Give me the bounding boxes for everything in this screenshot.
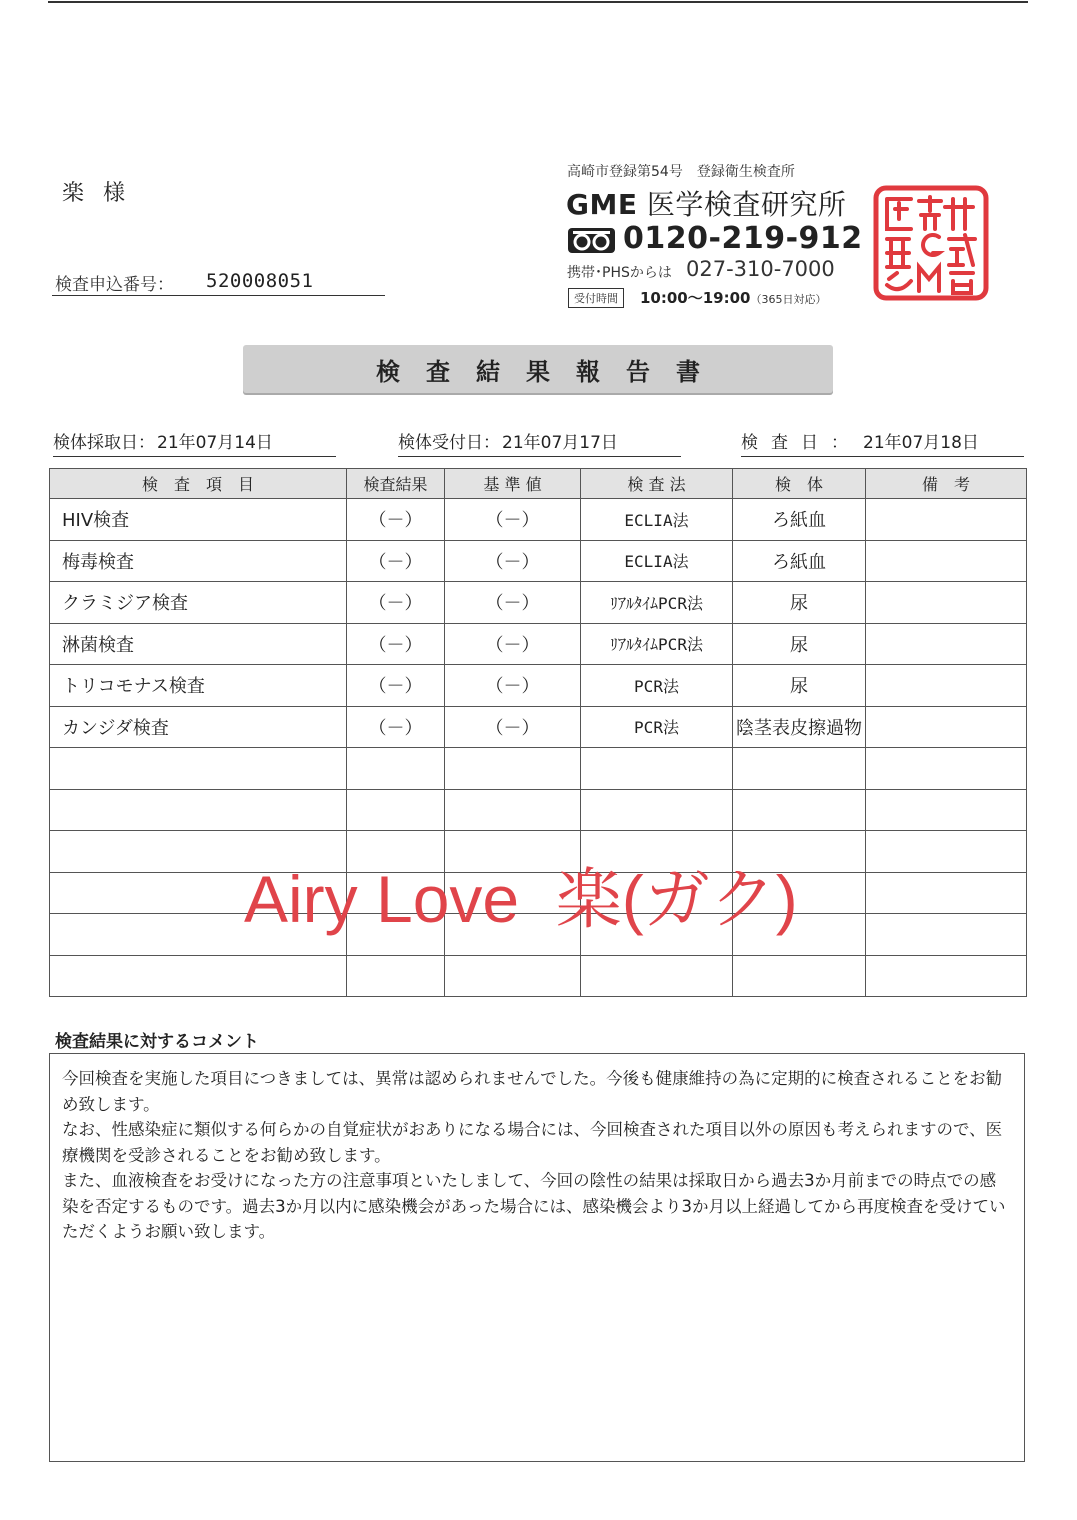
test-date-label: 検査日：	[741, 433, 861, 453]
reference-value: （－）	[445, 623, 581, 665]
test-method: ECLIA法	[581, 499, 733, 541]
reference-value: （－）	[445, 499, 581, 541]
notes	[866, 540, 1027, 582]
table-row	[50, 623, 1027, 665]
reference-value: （－）	[445, 582, 581, 624]
test-result: （－）	[347, 540, 445, 582]
lab-name	[566, 183, 846, 223]
hours-label: 受付時間	[568, 288, 624, 308]
test-item: トリコモナス検査	[50, 665, 347, 707]
test-date-field	[741, 428, 1024, 457]
specimen: 尿	[733, 582, 866, 624]
notes	[866, 499, 1027, 541]
business-hours	[640, 287, 827, 308]
test-result: （－）	[347, 706, 445, 748]
header-reference: 基 準 値	[445, 469, 581, 499]
test-item: 淋菌検査	[50, 623, 347, 665]
table-row	[50, 665, 1027, 707]
table-row	[50, 582, 1027, 624]
report-title: 検査結果報告書	[376, 357, 726, 386]
overlay-watermark: Airy Love 楽(ガク)	[244, 862, 798, 936]
test-result: （－）	[347, 665, 445, 707]
received-date-field	[398, 428, 681, 457]
reference-value: （－）	[445, 540, 581, 582]
company-seal	[873, 185, 989, 301]
specimen: ろ紙血	[733, 540, 866, 582]
test-result: （－）	[347, 582, 445, 624]
test-method: PCR法	[581, 665, 733, 707]
lab-registration: 高崎市登録第54号 登録衛生検査所	[567, 164, 795, 180]
application-number-label: 検査申込番号：	[55, 275, 174, 295]
specimen: ろ紙血	[733, 499, 866, 541]
phs-label: 携帯･PHSからは	[567, 265, 672, 281]
test-date: 21年07月18日	[863, 433, 979, 453]
lab-brand: GME	[566, 188, 638, 221]
hours-note: （365日対応）	[750, 293, 827, 306]
test-item: カンジダ検査	[50, 706, 347, 748]
test-result: （－）	[347, 623, 445, 665]
received-date-label: 検体受付日：	[398, 433, 500, 453]
table-row	[50, 540, 1027, 582]
report-title-banner	[243, 345, 833, 393]
reference-value: （－）	[445, 706, 581, 748]
test-item: HIV検査	[50, 499, 347, 541]
table-header-row	[50, 469, 1027, 499]
recipient-name: 楽 様	[62, 181, 131, 206]
collection-date-label: 検体採取日：	[53, 433, 155, 453]
reference-value: （－）	[445, 665, 581, 707]
notes	[866, 623, 1027, 665]
comment-title: 検査結果に対するコメント	[55, 1032, 259, 1052]
received-date: 21年07月17日	[502, 433, 618, 453]
table-row	[50, 706, 1027, 748]
notes	[866, 582, 1027, 624]
phs-number: 027-310-7000	[686, 257, 835, 281]
test-item: 梅毒検査	[50, 540, 347, 582]
header-method: 検 査 法	[581, 469, 733, 499]
comment-paragraph: なお、性感染症に類似する何らかの自覚症状がおありになる場合には、今回検査された項目以外の原因も考えられますので、医療機関を受診されることをお勧め致します。	[62, 1120, 1003, 1165]
test-method: ﾘｱﾙﾀｲﾑPCR法	[581, 582, 733, 624]
header-result: 検査結果	[347, 469, 445, 499]
comment-paragraph: また、血液検査をお受けになった方の注意事項といたしまして、今回の陰性の結果は採取日から過去3か月前までの時点での感染を否定するものです。過去3か月以内に感染機会があった場合には、感染機会より3か月以上経過してから再度検査を受けていただくようお願い致します。	[62, 1171, 1006, 1241]
lab-name-rest: 医学検査研究所	[637, 188, 847, 221]
test-method: PCR法	[581, 706, 733, 748]
top-rule	[48, 1, 1028, 3]
header-notes: 備 考	[866, 469, 1027, 499]
free-dial-icon	[567, 227, 616, 254]
test-item: クラミジア検査	[50, 582, 347, 624]
test-result: （－）	[347, 499, 445, 541]
empty-row	[50, 748, 1027, 790]
test-method: ﾘｱﾙﾀｲﾑPCR法	[581, 623, 733, 665]
test-method: ECLIA法	[581, 540, 733, 582]
application-number: 520008051	[206, 270, 314, 292]
empty-row	[50, 955, 1027, 997]
notes	[866, 706, 1027, 748]
table-row	[50, 499, 1027, 541]
header-specimen: 検 体	[733, 469, 866, 499]
specimen: 尿	[733, 623, 866, 665]
collection-date-field	[53, 428, 336, 457]
specimen: 陰茎表皮擦過物	[733, 706, 866, 748]
hours-value: 10:00〜19:00	[640, 289, 751, 307]
empty-row	[50, 789, 1027, 831]
specimen: 尿	[733, 665, 866, 707]
collection-date: 21年07月14日	[157, 433, 273, 453]
comment-body	[50, 1054, 1024, 1245]
free-dial-number: 0120-219-912	[623, 221, 863, 256]
header-test-item: 検 査 項 目	[50, 469, 347, 499]
application-number-underline	[52, 295, 385, 296]
notes	[866, 665, 1027, 707]
comment-paragraph: 今回検査を実施した項目につきましては、異常は認められませんでした。今後も健康維持の為に定期的に検査されることをお勧め致します。	[62, 1069, 1003, 1114]
comment-box	[49, 1053, 1025, 1462]
